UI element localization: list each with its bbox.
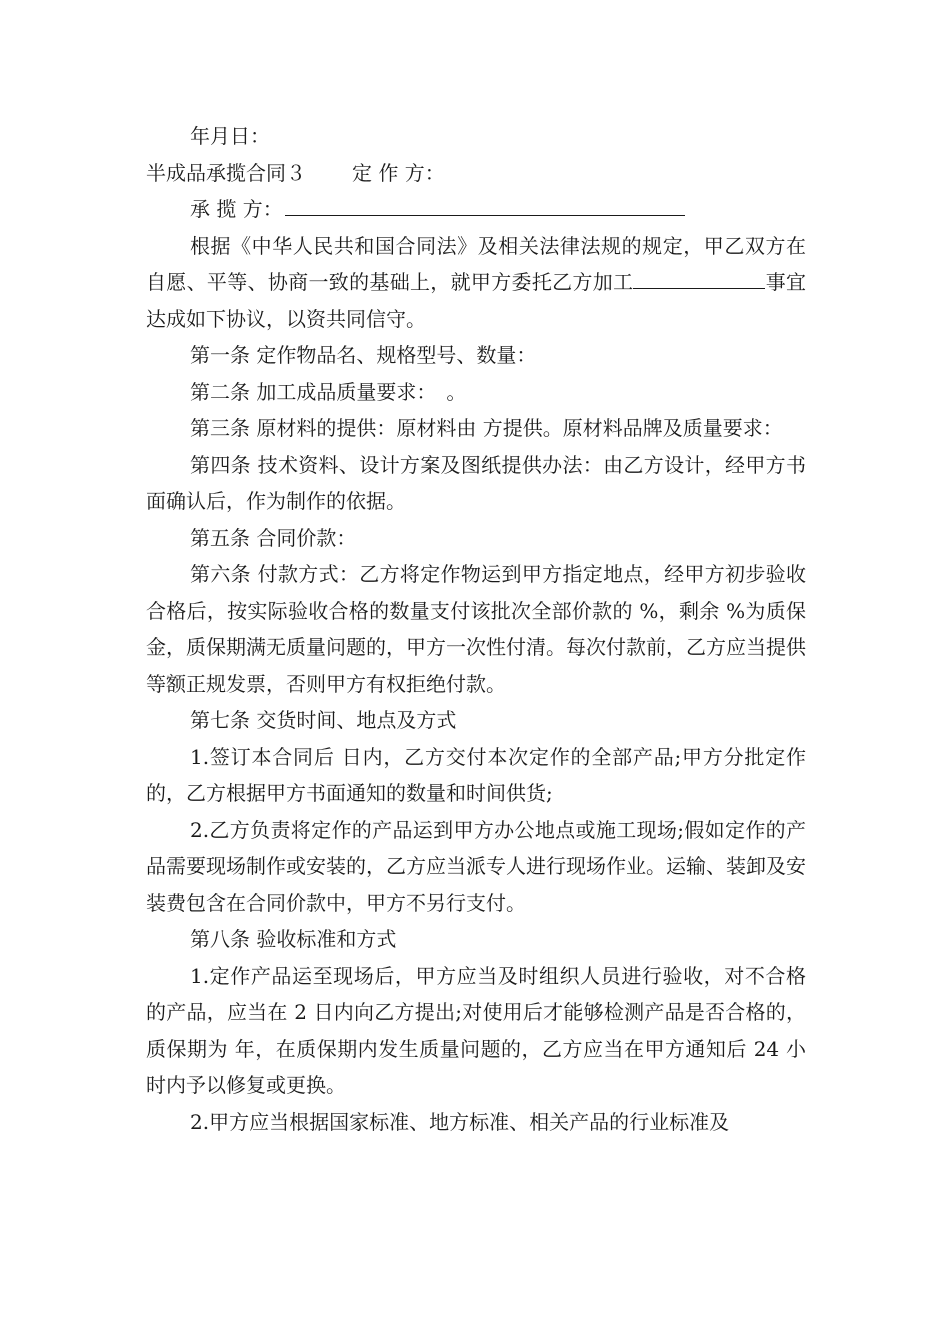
article-4: 第四条 技术资料、设计方案及图纸提供办法：由乙方设计，经甲方书面确认后，作为制作的依据。 xyxy=(146,452,806,513)
intro-text-1: 根据《中华人民共和国合同法》及相关法律法规的规定，甲乙双方在自愿、平等、协商一致的基础上，就甲方委托乙方加工 xyxy=(146,233,806,294)
party-b-row xyxy=(146,191,806,228)
article-7: 第七条 交货时间、地点及方式 xyxy=(190,708,457,732)
intro-blank-1 xyxy=(633,266,691,289)
date-line: 年月日： xyxy=(190,124,270,148)
party-b-blank xyxy=(285,193,685,216)
intro-blank-2 xyxy=(691,266,765,289)
article-7-item-1: 1.签订本合同后 日内，乙方交付本次定作的全部产品;甲方分批定作的，乙方根据甲方书面通知的数量和时间供货; xyxy=(146,744,806,805)
article-3: 第三条 原材料的提供：原材料由 方提供。原材料品牌及质量要求： xyxy=(190,416,783,440)
article-8-item-2: 2.甲方应当根据国家标准、地方标准、相关产品的行业标准及 xyxy=(190,1109,730,1134)
article-2: 第二条 加工成品质量要求： 。 xyxy=(190,379,467,404)
intro-paragraph xyxy=(146,228,806,338)
article-6: 第六条 付款方式：乙方将定作物运到甲方指定地点，经甲方初步验收合格后，按实际验收合格的数量支付该批次全部价款的 %，剩余 %为质保金，质保期满无质量问题的，甲方一次性付清。每次付款前，乙方应当提供等额正规发票，否则甲方有权拒绝付款。 xyxy=(146,562,806,696)
contract-title: 半成品承揽合同３ xyxy=(146,160,306,185)
intro-text-2: 事宜达成如下协议，以资共同信守。 xyxy=(146,270,807,331)
article-8: 第八条 验收标准和方式 xyxy=(190,927,397,951)
article-7-item-2: 2.乙方负责将定作的产品运到甲方办公地点或施工现场;假如定作的产品需要现场制作或安装的，乙方应当派专人进行现场作业。运输、装卸及安装费包含在合同价款中，甲方不另行支付。 xyxy=(146,817,806,915)
contract-page xyxy=(146,118,806,1140)
article-8-item-1: 1.定作产品运至现场后，甲方应当及时组织人员进行验收，对不合格的产品，应当在 2 日内向乙方提出;对使用后才能够检测产品是否合格的，质保期为 年，在质保期内发生质量问题的，乙方应当在甲方通知后 24 小时内予以修复或更换。 xyxy=(146,963,806,1097)
article-5: 第五条 合同价款： xyxy=(190,525,357,550)
title-row xyxy=(146,155,806,192)
article-1: 第一条 定作物品名、规格型号、数量： xyxy=(190,343,537,367)
party-a-label: 定 作 方： xyxy=(352,160,445,185)
party-b-label: 承 揽 方： xyxy=(190,197,283,221)
